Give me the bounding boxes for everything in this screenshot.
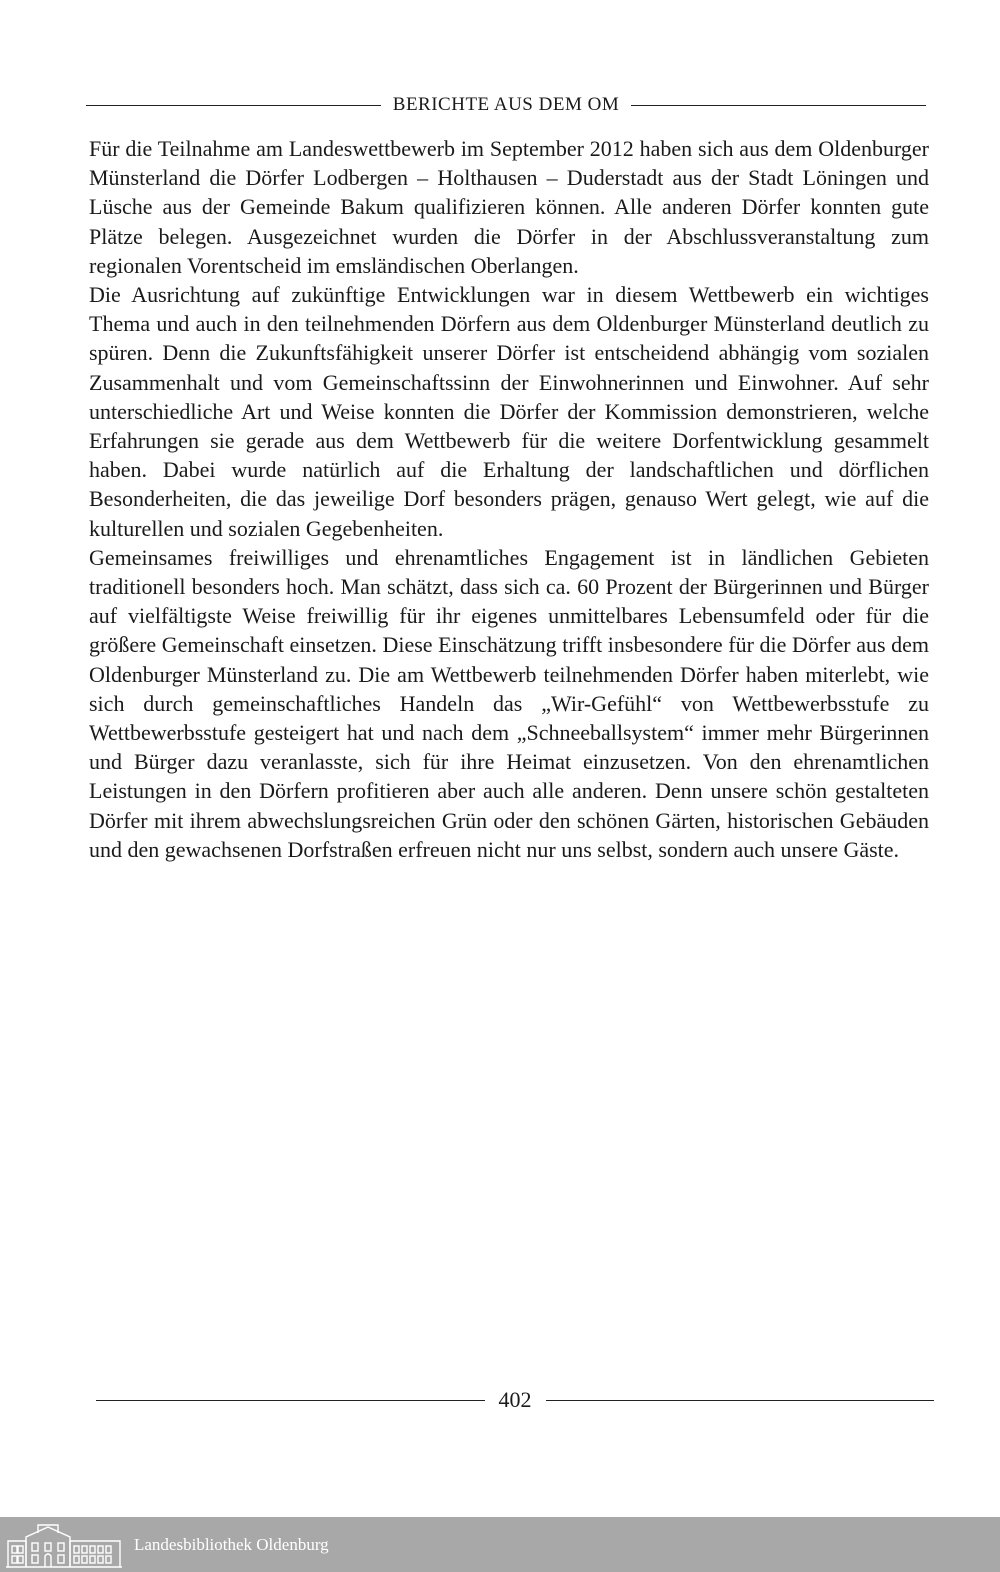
footer-rule-left xyxy=(96,1400,485,1401)
library-bar xyxy=(0,1517,1000,1572)
body-text xyxy=(89,134,929,864)
page-number: 402 xyxy=(498,1387,532,1412)
header-rule-right xyxy=(631,105,926,106)
page-footer xyxy=(96,1383,934,1417)
paragraph: Gemeinsames freiwilliges und ehrenamtliches Engagement ist in ländlichen Gebieten traditionell besonders hoch. Man schätzt, dass sich ca. 60 Prozent der Bürgerinnen und Bürger auf vielfältigste Weise freiwillig für ihr eigenes unmittelbares Lebensumfeld oder für die größere Gemeinschaft einsetzen. Diese Einschätzung trifft insbesondere für die Dörfer aus dem Oldenburger Münsterland zu. Die am Wettbewerb teilnehmenden Dörfer haben miterlebt, wie sich durch gemeinschaftliches Handeln das „Wir-Gefühl“ von Wettbewerbsstufe zu Wettbewerbsstufe gesteigert hat und nach dem „Schneeballsystem“ immer mehr Bürgerinnen und Bürger dazu veranlasste, sich für ihre Heimat einzusetzen. Von den ehrenamtlichen Leistungen in den Dörfern profitieren aber auch alle anderen. Denn unsere schön gestalteten Dörfer mit ihrem abwechslungsreichen Grün oder den schönen Gärten, historischen Gebäuden und den gewachsenen Dorfstraßen erfreuen nicht nur uns selbst, sondern auch unsere Gäste. xyxy=(89,544,929,862)
running-header xyxy=(86,88,926,122)
footer-rule-right xyxy=(546,1400,935,1401)
library-building-icon xyxy=(4,1521,124,1569)
header-rule-left xyxy=(86,105,381,106)
header-title: BERICHTE AUS DEM OM xyxy=(392,94,620,115)
library-name: Landesbibliothek Oldenburg xyxy=(134,1534,329,1554)
paragraph: Für die Teilnahme am Landeswettbewerb im September 2012 haben sich aus dem Oldenburger Münsterland die Dörfer Lodbergen – Holthausen – Duderstadt aus der Stadt Löningen und Lüsche aus der Gemeinde Bakum qualifizieren können. Alle anderen Dörfer konnten gute Plätze belegen. Ausgezeichnet wurden die Dörfer in der Abschlussveranstaltung zum regionalen Vorentscheid im emsländischen Oberlangen. xyxy=(89,136,929,278)
paragraph: Die Ausrichtung auf zukünftige Entwicklungen war in diesem Wettbewerb ein wichtiges Thema und auch in den teilnehmenden Dörfern aus dem Oldenburger Münsterland deutlich zu spüren. Denn die Zukunftsfähigkeit unserer Dörfer ist entscheidend abhängig vom sozialen Zusammenhalt und vom Gemeinschaftssinn der Einwohnerinnen und Einwohner. Auf sehr unterschiedliche Art und Weise konnten die Dörfer der Kommission demonstrieren, welche Erfahrungen sie gerade aus dem Wettbewerb für die weitere Dorfentwicklung gesammelt haben. Dabei wurde natürlich auf die Erhaltung der landschaftlichen und dörflichen Besonderheiten, die das jeweilige Dorf besonders prägen, genauso Wert gelegt, wie auf die kulturellen und sozialen Gegebenheiten. xyxy=(89,282,929,541)
